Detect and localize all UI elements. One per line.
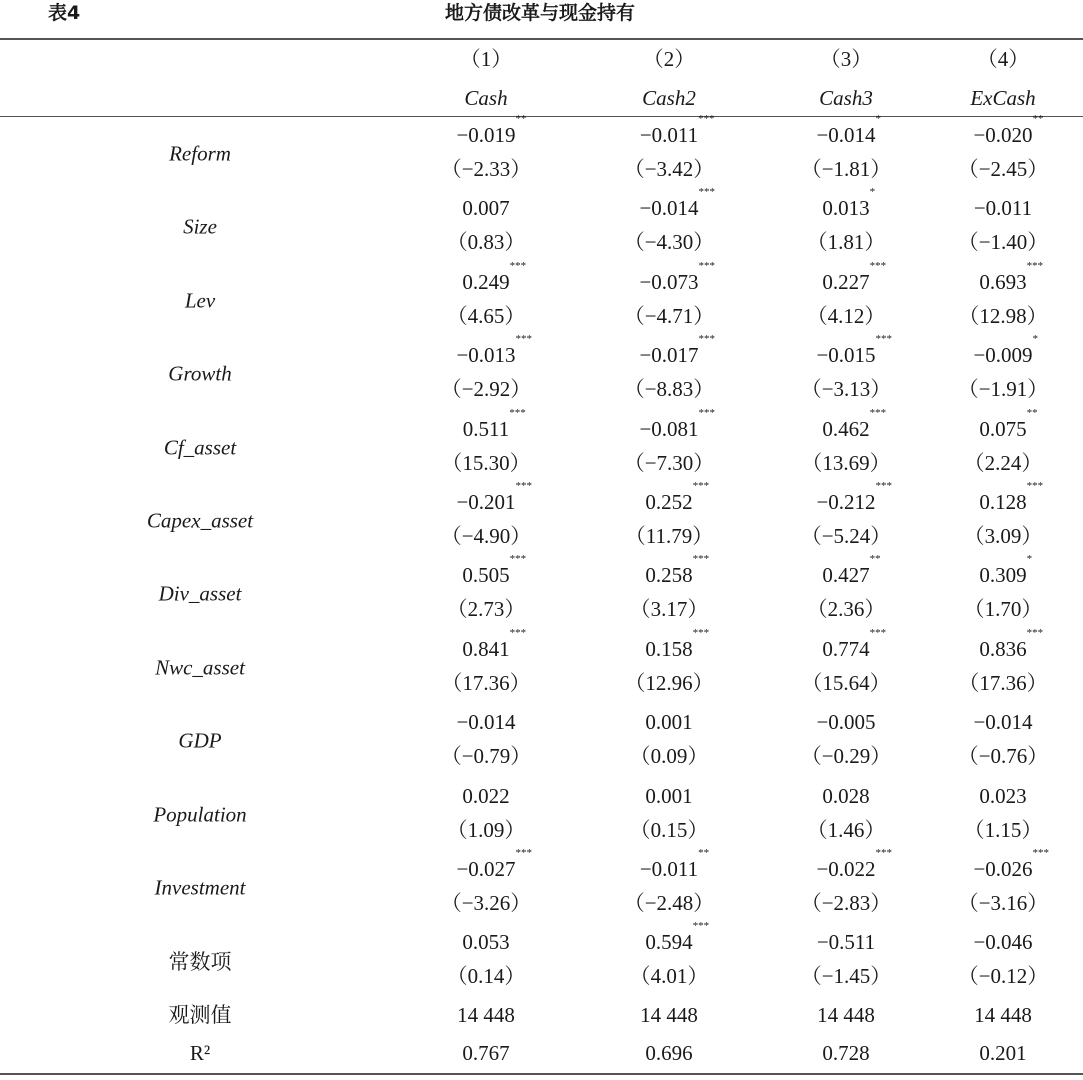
significance-stars: * xyxy=(1032,333,1039,346)
t-statistic: （−0.79） xyxy=(440,744,532,769)
coefficient-value: 0.594 xyxy=(645,930,693,955)
coefficient-cell xyxy=(462,626,527,666)
significance-stars: * xyxy=(1026,553,1033,566)
r-squared-value: 0.767 xyxy=(462,1041,510,1065)
header-rule xyxy=(0,116,1083,117)
coefficient-cell xyxy=(462,925,509,959)
significance-stars: *** xyxy=(869,259,887,272)
t-statistic: （−3.42） xyxy=(623,157,715,181)
coefficient-cell xyxy=(639,847,710,886)
significance-stars: ** xyxy=(515,113,527,125)
coefficient-cell xyxy=(456,705,515,739)
t-statistic: （−7.30） xyxy=(623,450,715,475)
coefficient-value: −0.014 xyxy=(456,710,516,735)
coefficient-cell xyxy=(979,553,1033,592)
coefficient-cell xyxy=(639,333,716,372)
coefficient-cell xyxy=(816,480,893,519)
table-title: 地方债改革与现金持有 xyxy=(444,2,635,24)
t-statistic: （0.83） xyxy=(446,230,526,255)
coefficient-value: 0.075 xyxy=(979,416,1027,441)
t-statistic: （15.30） xyxy=(441,450,531,475)
coefficient-cell xyxy=(822,779,869,813)
coefficient-cell xyxy=(973,333,1039,372)
coefficient-value: 0.511 xyxy=(462,416,510,441)
coefficient-value: −0.511 xyxy=(816,930,876,955)
top-rule xyxy=(0,38,1083,40)
t-statistic: （−2.83） xyxy=(800,891,892,915)
coefficient-value: 0.258 xyxy=(645,563,693,588)
significance-stars: *** xyxy=(698,406,716,419)
significance-stars: ** xyxy=(869,553,881,566)
coefficient-cell xyxy=(979,626,1044,666)
observations-value: 14 448 xyxy=(974,1003,1032,1027)
column-name: Cash xyxy=(464,86,508,110)
t-statistic: （−3.26） xyxy=(440,891,532,915)
observations-value: 14 448 xyxy=(457,1003,515,1027)
coefficient-cell xyxy=(816,113,882,152)
coefficient-cell xyxy=(817,925,875,959)
coefficient-value: −0.014 xyxy=(816,123,876,147)
coefficient-cell xyxy=(822,186,876,225)
significance-stars: * xyxy=(875,113,882,125)
coefficient-value: 0.158 xyxy=(645,636,693,661)
coefficient-value: −0.026 xyxy=(973,857,1033,881)
significance-stars: *** xyxy=(869,406,887,419)
coefficient-cell xyxy=(639,186,716,225)
t-statistic: （−0.12） xyxy=(957,964,1049,989)
coefficient-cell xyxy=(645,779,692,813)
column-name: Cash2 xyxy=(642,86,696,110)
r-squared-value: 0.728 xyxy=(822,1041,870,1065)
coefficient-cell xyxy=(456,480,533,519)
t-statistic: （1.46） xyxy=(806,817,886,842)
t-statistic: （1.81） xyxy=(806,230,886,255)
significance-stars: *** xyxy=(1026,626,1044,639)
coefficient-cell xyxy=(974,191,1032,225)
coefficient-value: 0.309 xyxy=(979,563,1027,588)
variable-label: Growth xyxy=(168,361,232,386)
coefficient-value: 0.462 xyxy=(822,416,870,441)
significance-stars: *** xyxy=(875,480,893,492)
coefficient-value: −0.212 xyxy=(816,490,876,514)
t-statistic: （3.09） xyxy=(963,524,1043,548)
coefficient-cell xyxy=(456,847,533,886)
coefficient-value: 0.023 xyxy=(979,783,1027,808)
coefficient-value: 0.128 xyxy=(979,490,1027,514)
coefficient-value: −0.011 xyxy=(639,123,699,147)
t-statistic: （12.98） xyxy=(958,303,1048,328)
variable-label: GDP xyxy=(178,728,222,753)
column-name: ExCash xyxy=(970,86,1036,110)
coefficient-cell xyxy=(462,553,527,592)
coefficient-cell xyxy=(979,259,1044,299)
t-statistic: （0.14） xyxy=(446,964,526,989)
t-statistic: （−1.91） xyxy=(957,377,1049,402)
r-squared-value: 0.696 xyxy=(645,1041,693,1065)
t-statistic: （−2.92） xyxy=(440,377,532,402)
t-statistic: （17.36） xyxy=(958,670,1048,695)
t-statistic: （−4.71） xyxy=(623,303,715,328)
coefficient-cell xyxy=(822,553,881,592)
t-statistic: （−1.45） xyxy=(800,964,892,989)
coefficient-cell xyxy=(645,553,710,592)
significance-stars: *** xyxy=(1026,480,1044,492)
coefficient-cell xyxy=(822,406,887,446)
r-squared-label: R² xyxy=(189,1041,211,1065)
t-statistic: （4.01） xyxy=(629,964,709,989)
observations-value: 14 448 xyxy=(817,1003,875,1027)
variable-label: Div_asset xyxy=(158,581,242,606)
t-statistic: （13.69） xyxy=(801,450,891,475)
variable-label: Size xyxy=(183,214,217,239)
significance-stars: *** xyxy=(692,553,710,566)
coefficient-value: 0.693 xyxy=(979,269,1027,294)
coefficient-value: 0.028 xyxy=(822,783,870,808)
t-statistic: （−2.45） xyxy=(957,157,1049,181)
t-statistic: （−3.16） xyxy=(957,891,1049,915)
significance-stars: *** xyxy=(698,259,716,272)
coefficient-cell xyxy=(645,480,710,519)
coefficient-value: 0.227 xyxy=(822,269,870,294)
significance-stars: *** xyxy=(869,626,887,639)
column-number: （2） xyxy=(642,47,696,71)
coefficient-cell xyxy=(973,847,1050,886)
significance-stars: *** xyxy=(509,626,527,639)
coefficient-cell xyxy=(973,705,1032,739)
significance-stars: ** xyxy=(1026,406,1038,419)
t-statistic: （12.96） xyxy=(624,670,714,695)
variable-label: Investment xyxy=(154,875,246,900)
coefficient-value: −0.014 xyxy=(639,196,699,221)
coefficient-value: −0.011 xyxy=(973,196,1033,221)
coefficient-value: 0.053 xyxy=(462,930,510,955)
significance-stars: ** xyxy=(698,847,710,859)
coefficient-value: −0.011 xyxy=(639,857,699,881)
coefficient-value: −0.020 xyxy=(973,123,1033,147)
significance-stars: *** xyxy=(515,847,533,859)
significance-stars: *** xyxy=(692,480,710,492)
coefficient-value: 0.001 xyxy=(645,710,693,735)
coefficient-value: −0.046 xyxy=(973,930,1033,955)
significance-stars: ** xyxy=(1032,113,1044,125)
coefficient-cell xyxy=(822,626,887,666)
significance-stars: *** xyxy=(1032,847,1050,859)
t-statistic: （2.24） xyxy=(963,450,1043,475)
coefficient-value: 0.774 xyxy=(822,636,870,661)
r-squared-value: 0.201 xyxy=(979,1041,1027,1065)
column-number: （4） xyxy=(976,47,1030,71)
coefficient-value: −0.201 xyxy=(456,490,516,514)
coefficient-cell xyxy=(645,705,692,739)
coefficient-value: −0.015 xyxy=(816,343,876,368)
significance-stars: *** xyxy=(509,259,527,272)
coefficient-value: 0.252 xyxy=(645,490,693,514)
t-statistic: （11.79） xyxy=(624,524,714,548)
coefficient-cell xyxy=(822,259,887,299)
coefficient-value: −0.019 xyxy=(456,123,516,147)
significance-stars: *** xyxy=(692,626,710,639)
coefficient-cell xyxy=(816,333,893,372)
significance-stars: *** xyxy=(875,333,893,346)
coefficient-cell xyxy=(639,406,716,446)
variable-label: 常数项 xyxy=(168,950,232,975)
t-statistic: （0.15） xyxy=(629,817,709,842)
significance-stars: *** xyxy=(698,186,716,199)
t-statistic: （0.09） xyxy=(629,744,709,769)
t-statistic: （1.70） xyxy=(963,597,1043,622)
t-statistic: （−1.81） xyxy=(800,157,892,181)
t-statistic: （−1.40） xyxy=(957,230,1049,255)
coefficient-value: −0.005 xyxy=(816,710,876,735)
t-statistic: （−4.30） xyxy=(623,230,715,255)
t-statistic: （17.36） xyxy=(441,670,531,695)
t-statistic: （−8.83） xyxy=(623,377,715,402)
t-statistic: （1.15） xyxy=(963,817,1043,842)
coefficient-value: −0.073 xyxy=(639,269,699,294)
t-statistic: （1.09） xyxy=(446,817,526,842)
t-statistic: （−0.29） xyxy=(800,744,892,769)
significance-stars: *** xyxy=(698,333,716,346)
significance-stars: *** xyxy=(509,406,526,419)
coefficient-value: −0.027 xyxy=(456,857,516,881)
t-statistic: （4.12） xyxy=(806,303,886,328)
coefficient-value: 0.007 xyxy=(462,196,510,221)
coefficient-value: −0.081 xyxy=(639,416,699,441)
variable-label: Population xyxy=(153,802,247,827)
coefficient-cell xyxy=(973,925,1032,959)
t-statistic: （3.17） xyxy=(629,597,709,622)
significance-stars: *** xyxy=(515,480,533,492)
coefficient-value: 0.505 xyxy=(462,563,510,588)
t-statistic: （−2.48） xyxy=(623,891,715,915)
coefficient-value: −0.017 xyxy=(639,343,699,368)
significance-stars: * xyxy=(869,186,876,199)
coefficient-value: 0.841 xyxy=(462,636,510,661)
column-number: （3） xyxy=(819,47,873,71)
t-statistic: （−5.24） xyxy=(800,524,892,548)
t-statistic: （−4.90） xyxy=(440,524,532,548)
coefficient-value: 0.001 xyxy=(645,783,693,808)
coefficient-value: 0.013 xyxy=(822,196,870,221)
variable-label: Reform xyxy=(169,141,231,166)
coefficient-cell xyxy=(816,705,875,739)
t-statistic: （−0.76） xyxy=(957,744,1049,769)
t-statistic: （4.65） xyxy=(446,303,526,328)
t-statistic: （2.36） xyxy=(806,597,886,622)
coefficient-cell xyxy=(462,406,526,446)
coefficient-value: 0.836 xyxy=(979,636,1027,661)
coefficient-value: −0.022 xyxy=(816,857,876,881)
coefficient-value: −0.014 xyxy=(973,710,1033,735)
significance-stars: *** xyxy=(692,920,710,933)
coefficient-value: 0.427 xyxy=(822,563,870,588)
coefficient-cell xyxy=(462,259,527,299)
coefficient-cell xyxy=(456,333,533,372)
coefficient-cell xyxy=(979,480,1044,519)
t-statistic: （−3.13） xyxy=(800,377,892,402)
coefficient-cell xyxy=(462,779,509,813)
coefficient-cell xyxy=(639,259,716,299)
coefficient-cell xyxy=(979,406,1038,446)
t-statistic: （15.64） xyxy=(801,670,891,695)
coefficient-cell xyxy=(462,191,509,225)
t-statistic: （−2.33） xyxy=(440,157,532,181)
significance-stars: *** xyxy=(515,333,533,346)
t-statistic: （2.73） xyxy=(446,597,526,622)
table-label: 表4 xyxy=(48,2,81,24)
coefficient-cell xyxy=(645,920,710,959)
variable-label: Capex_asset xyxy=(146,508,254,533)
significance-stars: *** xyxy=(875,847,893,859)
coefficient-value: −0.009 xyxy=(973,343,1033,368)
significance-stars: *** xyxy=(509,553,527,566)
coefficient-cell xyxy=(979,779,1026,813)
coefficient-cell xyxy=(973,113,1044,152)
significance-stars: *** xyxy=(698,113,715,125)
coefficient-value: −0.013 xyxy=(456,343,516,368)
variable-label: Lev xyxy=(184,288,216,313)
coefficient-cell xyxy=(456,113,527,152)
coefficient-value: 0.249 xyxy=(462,269,510,294)
coefficient-cell xyxy=(816,847,893,886)
observations-label: 观测值 xyxy=(168,1003,232,1027)
coefficient-cell xyxy=(639,113,715,152)
column-number: （1） xyxy=(459,47,513,71)
coefficient-value: 0.022 xyxy=(462,783,510,808)
variable-label: Cf_asset xyxy=(163,435,237,460)
coefficient-cell xyxy=(645,626,710,666)
significance-stars: *** xyxy=(1026,259,1044,272)
variable-label: Nwc_asset xyxy=(155,655,245,680)
column-name: Cash3 xyxy=(819,86,873,110)
observations-value: 14 448 xyxy=(640,1003,698,1027)
bottom-rule xyxy=(0,1073,1083,1075)
